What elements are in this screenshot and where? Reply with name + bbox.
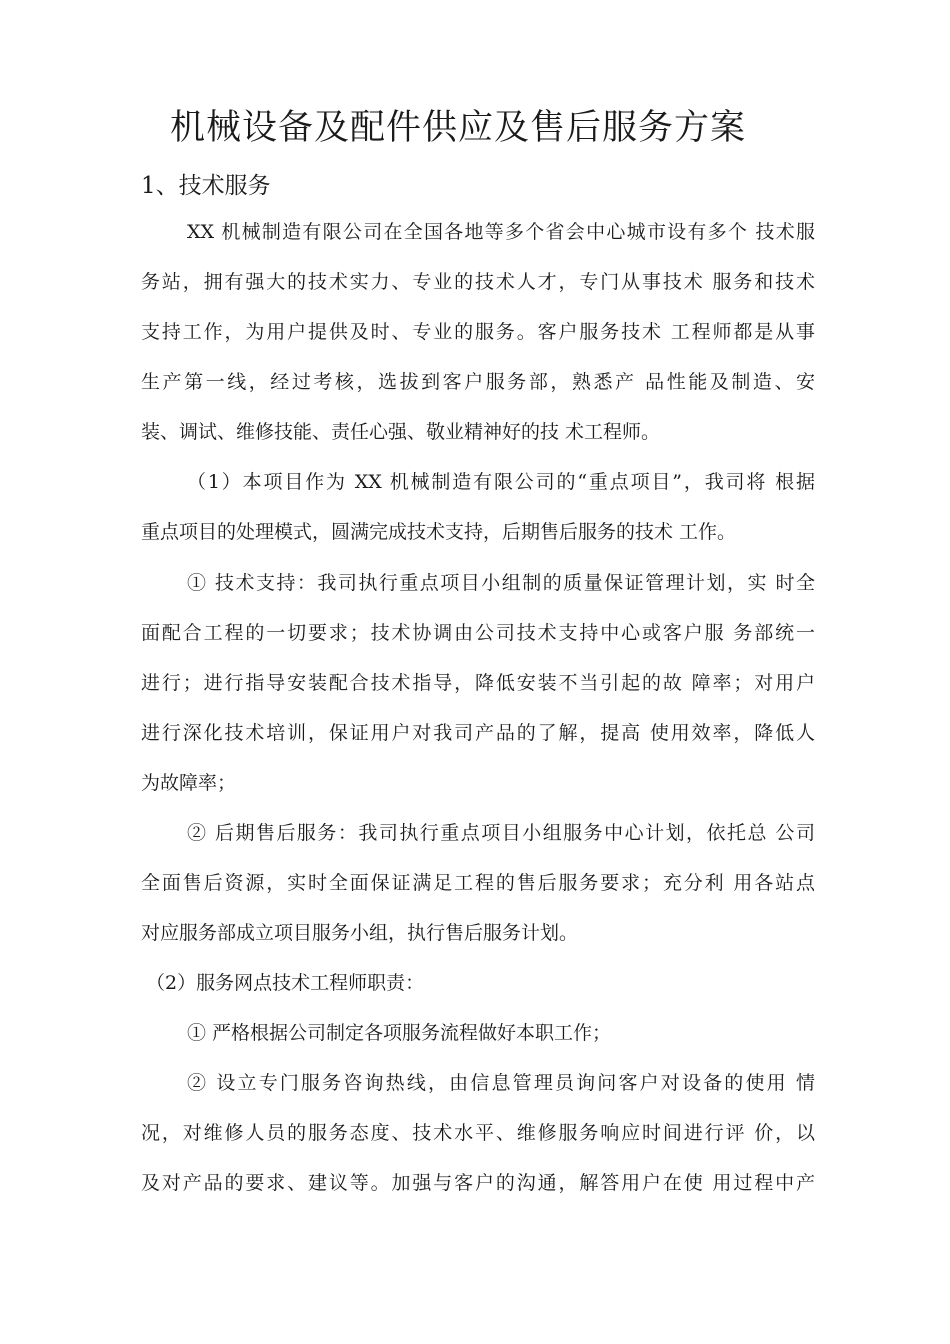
subheading-line: （2）服务网点技术工程师职责： <box>146 972 425 994</box>
paragraph-line: （1）本项目作为 XX 机械制造有限公司的“重点项目”，我司将 根据 <box>187 471 815 493</box>
paragraph-line: ② 后期售后服务：我司执行重点项目小组服务中心计划，依托总 公司 <box>187 822 815 844</box>
paragraph-line: 况，对维修人员的服务态度、技术水平、维修服务响应时间进行评 价，以 <box>141 1122 815 1144</box>
paragraph-line: XX 机械制造有限公司在全国各地等多个省会中心城市设有多个 技术服 <box>187 221 815 243</box>
paragraph-line: 生产第一线，经过考核，选拔到客户服务部，熟悉产 品性能及制造、安 <box>141 371 815 393</box>
list-item: ② 设立专门服务咨询热线，由信息管理员询问客户对设备的使用 情 <box>187 1072 815 1094</box>
paragraph-line: 进行；进行指导安装配合技术指导，降低安装不当引起的故 障率；对用户 <box>141 672 815 694</box>
list-item: ① 严格根据公司制定各项服务流程做好本职工作； <box>187 1022 612 1044</box>
paragraph-line: 对应服务部成立项目服务小组，执行售后服务计划。 <box>141 922 579 944</box>
paragraph-line: 支持工作，为用户提供及时、专业的服务。客户服务技术 工程师都是从事 <box>141 321 815 343</box>
paragraph-line: 务站，拥有强大的技术实力、专业的技术人才，专门从事技术 服务和技术 <box>141 271 815 293</box>
document-title: 机械设备及配件供应及售后服务方案 <box>169 108 746 148</box>
paragraph-line: 面配合工程的一切要求；技术协调由公司技术支持中心或客户服 务部统一 <box>141 622 815 644</box>
paragraph-line: 进行深化技术培训，保证用户对我司产品的了解，提高 使用效率，降低人 <box>141 722 815 744</box>
paragraph-line: 装、调试、维修技能、责任心强、敬业精神好的技 术工程师。 <box>141 421 661 443</box>
paragraph-line: 及对产品的要求、建议等。加强与客户的沟通，解答用户在使 用过程中产 <box>141 1172 815 1194</box>
paragraph-line: 为故障率； <box>141 772 237 794</box>
section-heading-technical-service: 1、技术服务 <box>141 173 271 199</box>
paragraph-line: 全面售后资源，实时全面保证满足工程的售后服务要求；充分利 用各站点 <box>141 872 815 894</box>
paragraph-line: 重点项目的处理模式，圆满完成技术支持，后期售后服务的技术 工作。 <box>141 521 737 543</box>
paragraph-line: ① 技术支持：我司执行重点项目小组制的质量保证管理计划，实 时全 <box>187 572 815 594</box>
